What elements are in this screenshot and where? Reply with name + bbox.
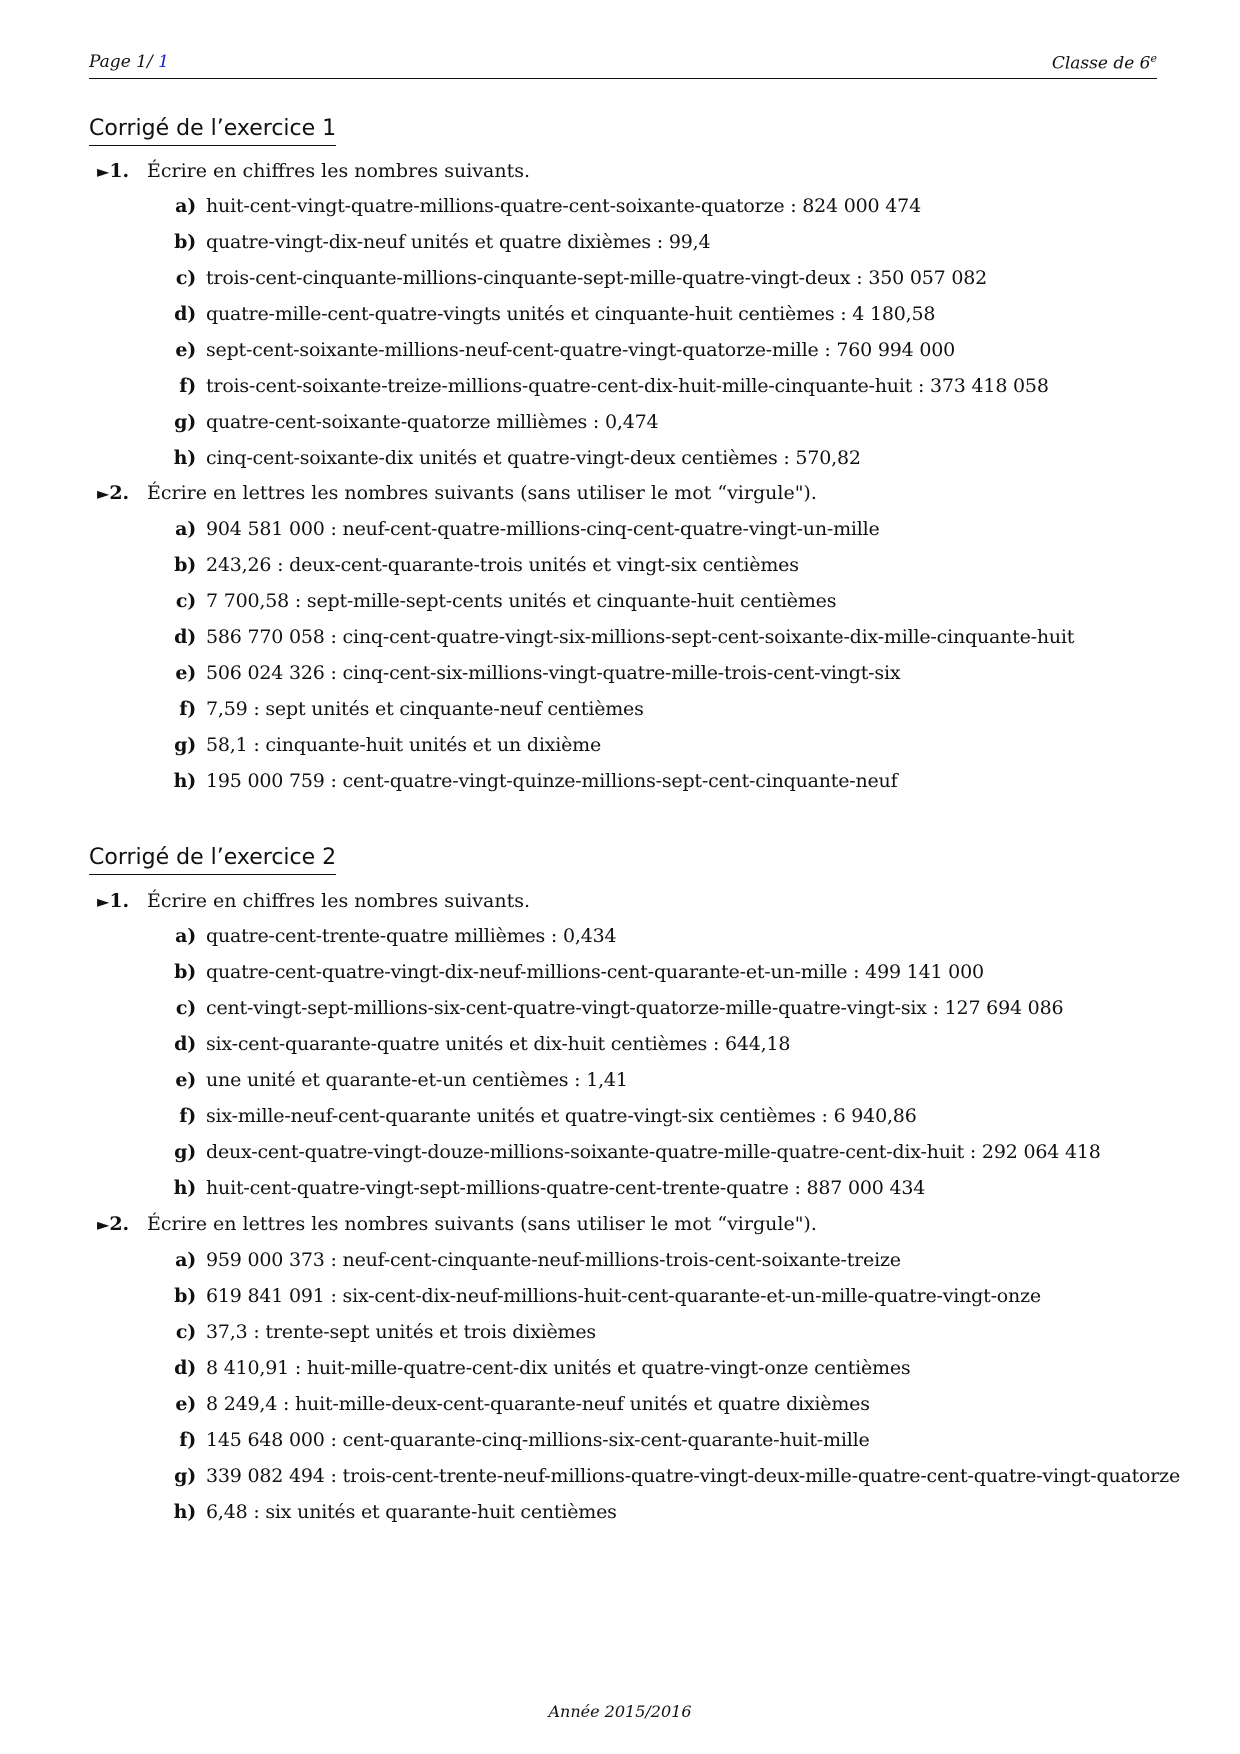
list-item: d) six-cent-quarante-quatre unités et dix-huit centièmes : 644,18 [174,1033,791,1055]
list-item: h) cinq-cent-soixante-dix unités et quatre-vingt-deux centièmes : 570,82 [173,447,861,469]
list-item: d) quatre-mille-cent-quatre-vingts unités et cinquante-huit centièmes : 4 180,58 [174,303,936,325]
list-item: f) 7,59 : sept unités et cinquante-neuf centièmes [179,698,644,720]
list-item: e) une unité et quarante-et-un centièmes : 1,41 [175,1069,628,1091]
list-item: b) quatre-vingt-dix-neuf unités et quatre dixièmes : 99,4 [174,231,711,253]
list-item: e) 506 024 326 : cinq-cent-six-millions-vingt-quatre-mille-trois-cent-vingt-six [175,662,901,684]
list-item: a) huit-cent-vingt-quatre-millions-quatre-cent-soixante-quatorze : 824 000 474 [175,195,921,217]
list-item: d) 586 770 058 : cinq-cent-quatre-vingt-six-millions-sept-cent-soixante-dix-mille-cinquante-huit [174,626,1075,648]
triangle-icon: ► [97,892,110,911]
exercise-2-title: Corrigé de l’exercice 2 [89,845,336,875]
list-item: g) deux-cent-quatre-vingt-douze-millions-soixante-quatre-mille-quatre-cent-dix-huit : 292 064 418 [174,1141,1101,1163]
list-item: h) huit-cent-quatre-vingt-sept-millions-quatre-cent-trente-quatre : 887 000 434 [173,1177,926,1199]
triangle-icon: ► [97,484,110,503]
ex1-question-1: ►1. Écrire en chiffres les nombres suivants. [97,160,530,182]
page-header [89,50,1157,79]
page-number: Page 1/ 1 [89,52,169,72]
list-item: f) trois-cent-soixante-treize-millions-quatre-cent-dix-huit-mille-cinquante-huit : 373 418 058 [179,375,1049,397]
list-item: e) 8 249,4 : huit-mille-deux-cent-quarante-neuf unités et quatre dixièmes [175,1393,870,1415]
list-item: e) sept-cent-soixante-millions-neuf-cent-quatre-vingt-quatorze-mille : 760 994 000 [175,339,956,361]
page-total-link[interactable]: 1 [158,52,169,72]
list-item: a) quatre-cent-trente-quatre millièmes : 0,434 [175,925,617,947]
list-item: d) 8 410,91 : huit-mille-quatre-cent-dix unités et quatre-vingt-onze centièmes [174,1357,911,1379]
list-item: c) cent-vingt-sept-millions-six-cent-quatre-vingt-quatorze-mille-quatre-vingt-six : 127 694 086 [175,997,1064,1019]
list-item: b) 619 841 091 : six-cent-dix-neuf-millions-huit-cent-quarante-et-un-mille-quatre-vingt-onze [174,1285,1041,1307]
class-label: Classe de 6e [1051,52,1157,74]
list-item: c) 37,3 : trente-sept unités et trois dixièmes [175,1321,596,1343]
question-marker: ►1. [97,160,130,182]
list-item: b) quatre-cent-quatre-vingt-dix-neuf-millions-cent-quarante-et-un-mille : 499 141 000 [174,961,984,983]
list-item: g) 58,1 : cinquante-huit unités et un dixième [174,734,602,756]
list-item: h) 195 000 759 : cent-quatre-vingt-quinze-millions-sept-cent-cinquante-neuf [173,770,898,792]
exercise-1-title: Corrigé de l’exercice 1 [89,116,336,146]
page-footer: Année 2015/2016 [548,1702,692,1721]
question-marker: ►2. [97,482,130,504]
list-item: a) 959 000 373 : neuf-cent-cinquante-neuf-millions-trois-cent-soixante-treize [175,1249,901,1271]
triangle-icon: ► [97,1215,110,1234]
list-item: h) 6,48 : six unités et quarante-huit centièmes [173,1501,617,1523]
list-item: b) 243,26 : deux-cent-quarante-trois unités et vingt-six centièmes [174,554,799,576]
list-item: c) trois-cent-cinquante-millions-cinquante-sept-mille-quatre-vingt-deux : 350 057 082 [175,267,987,289]
list-item: g) 339 082 494 : trois-cent-trente-neuf-millions-quatre-vingt-deux-mille-quatre-cent-quatre-vingt-quatorze [174,1465,1181,1487]
list-item: c) 7 700,58 : sept-mille-sept-cents unités et cinquante-huit centièmes [175,590,837,612]
triangle-icon: ► [97,162,110,181]
list-item: f) 145 648 000 : cent-quarante-cinq-millions-six-cent-quarante-huit-mille [179,1429,870,1451]
list-item: f) six-mille-neuf-cent-quarante unités et quatre-vingt-six centièmes : 6 940,86 [179,1105,917,1127]
question-marker: ►2. [97,1213,130,1235]
ex2-question-1: ►1. Écrire en chiffres les nombres suivants. [97,890,530,912]
list-item: a) 904 581 000 : neuf-cent-quatre-millions-cinq-cent-quatre-vingt-un-mille [175,518,880,540]
question-marker: ►1. [97,890,130,912]
list-item: g) quatre-cent-soixante-quatorze millièmes : 0,474 [174,411,659,433]
ex2-question-2: ►2. Écrire en lettres les nombres suivants (sans utiliser le mot “virgule"). [97,1213,817,1235]
ex1-question-2: ►2. Écrire en lettres les nombres suivants (sans utiliser le mot “virgule"). [97,482,817,504]
